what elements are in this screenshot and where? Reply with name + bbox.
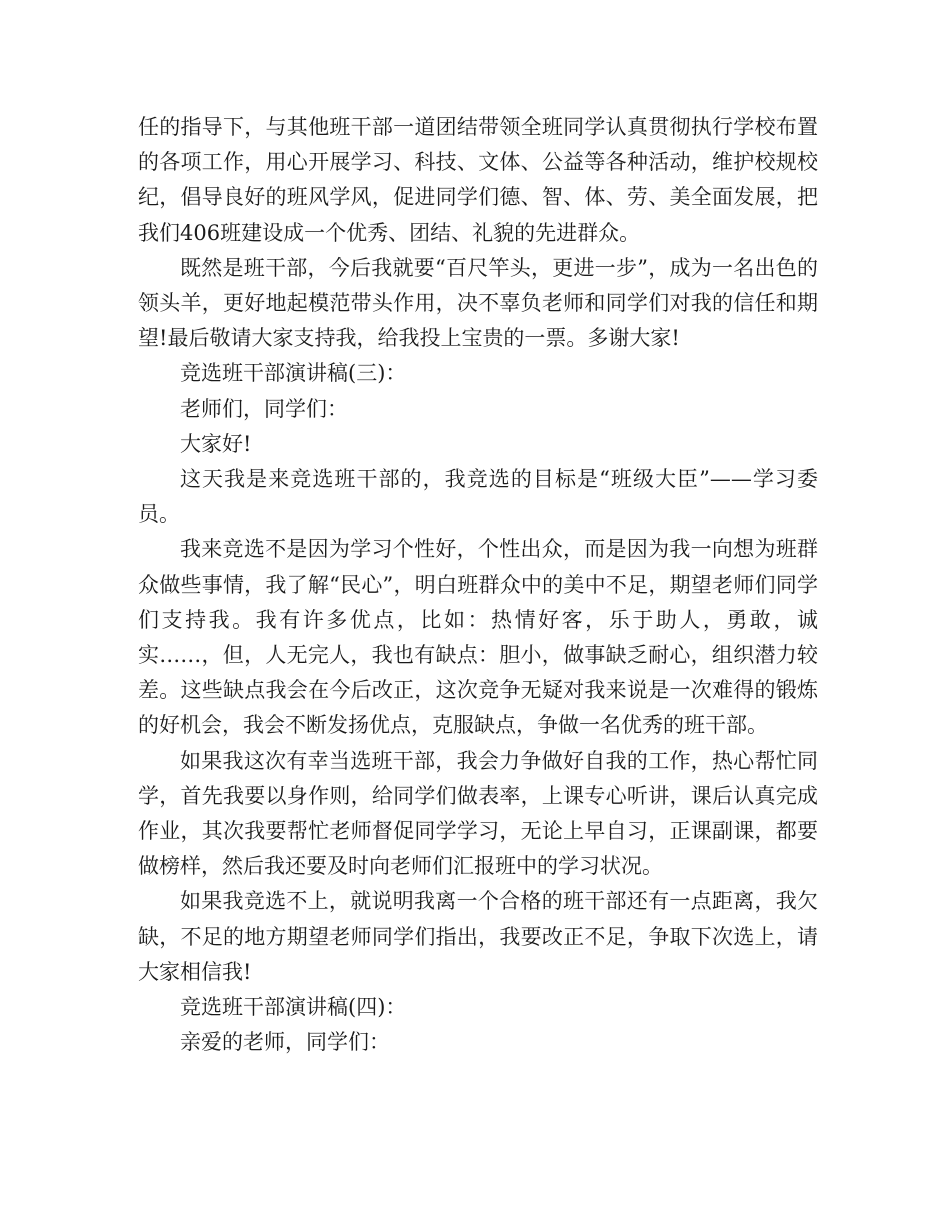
paragraph-reason: 我来竞选不是因为学习个性好，个性出众，而是因为我一向想为班群众做些事情，我了解“民心”，明白班群众中的美中不足，期望老师们同学们支持我。我有许多优点，比如：热情好客，乐于助人，勇敢，诚实……，但，人无完人，我也有缺点：胆小，做事缺乏耐心，组织潜力较差。这些缺点我会在今后改正，这次竞争无疑对我来说是一次难得的锻炼的好机会，我会不断发扬优点，克服缺点，争做一名优秀的班干部。 [138, 537, 818, 738]
section-heading-3: 竞选班干部演讲稿(三)： [180, 361, 407, 386]
greeting: 大家好! [180, 431, 252, 456]
paragraph-1: 任的指导下，与其他班干部一道团结带领全班同学认真贯彻执行学校布置的各项工作，用心开展学习、科技、文体、公益等各种活动，维护校规校纪，倡导良好的班风学风，促进同学们德、智、体、劳、美全面发展，把我们406班建设成一个优秀、团结、礼貌的先进群众。 [138, 115, 818, 245]
paragraph-closing: 如果我竞选不上，就说明我离一个合格的班干部还有一点距离，我欠缺，不足的地方期望老师同学们指出，我要改正不足，争取下次选上，请大家相信我! [138, 889, 818, 984]
salutation-3: 老师们，同学们： [180, 396, 348, 421]
document-page [138, 110, 818, 1060]
paragraph-plan: 如果我这次有幸当选班干部，我会力争做好自我的工作，热心帮忙同学，首先我要以身作则，给同学们做表率，上课专心听讲，课后认真完成作业，其次我要帮忙老师督促同学学习，无论上早自习，正课副课，都要做榜样，然后我还要及时向老师们汇报班中的学习状况。 [138, 748, 818, 879]
paragraph-2: 既然是班干部，今后我就要“百尺竿头，更进一步”，成为一名出色的领头羊，更好地起模范带头作用，决不辜负老师和同学们对我的信任和期望!最后敬请大家支持我，给我投上宝贵的一票。多谢大家! [138, 255, 818, 351]
section-heading-4: 竞选班干部演讲稿(四)： [180, 995, 407, 1020]
paragraph-intro: 这天我是来竞选班干部的，我竞选的目标是“班级大臣”——学习委员。 [138, 467, 818, 527]
salutation-4: 亲爱的老师，同学们： [180, 1030, 390, 1055]
